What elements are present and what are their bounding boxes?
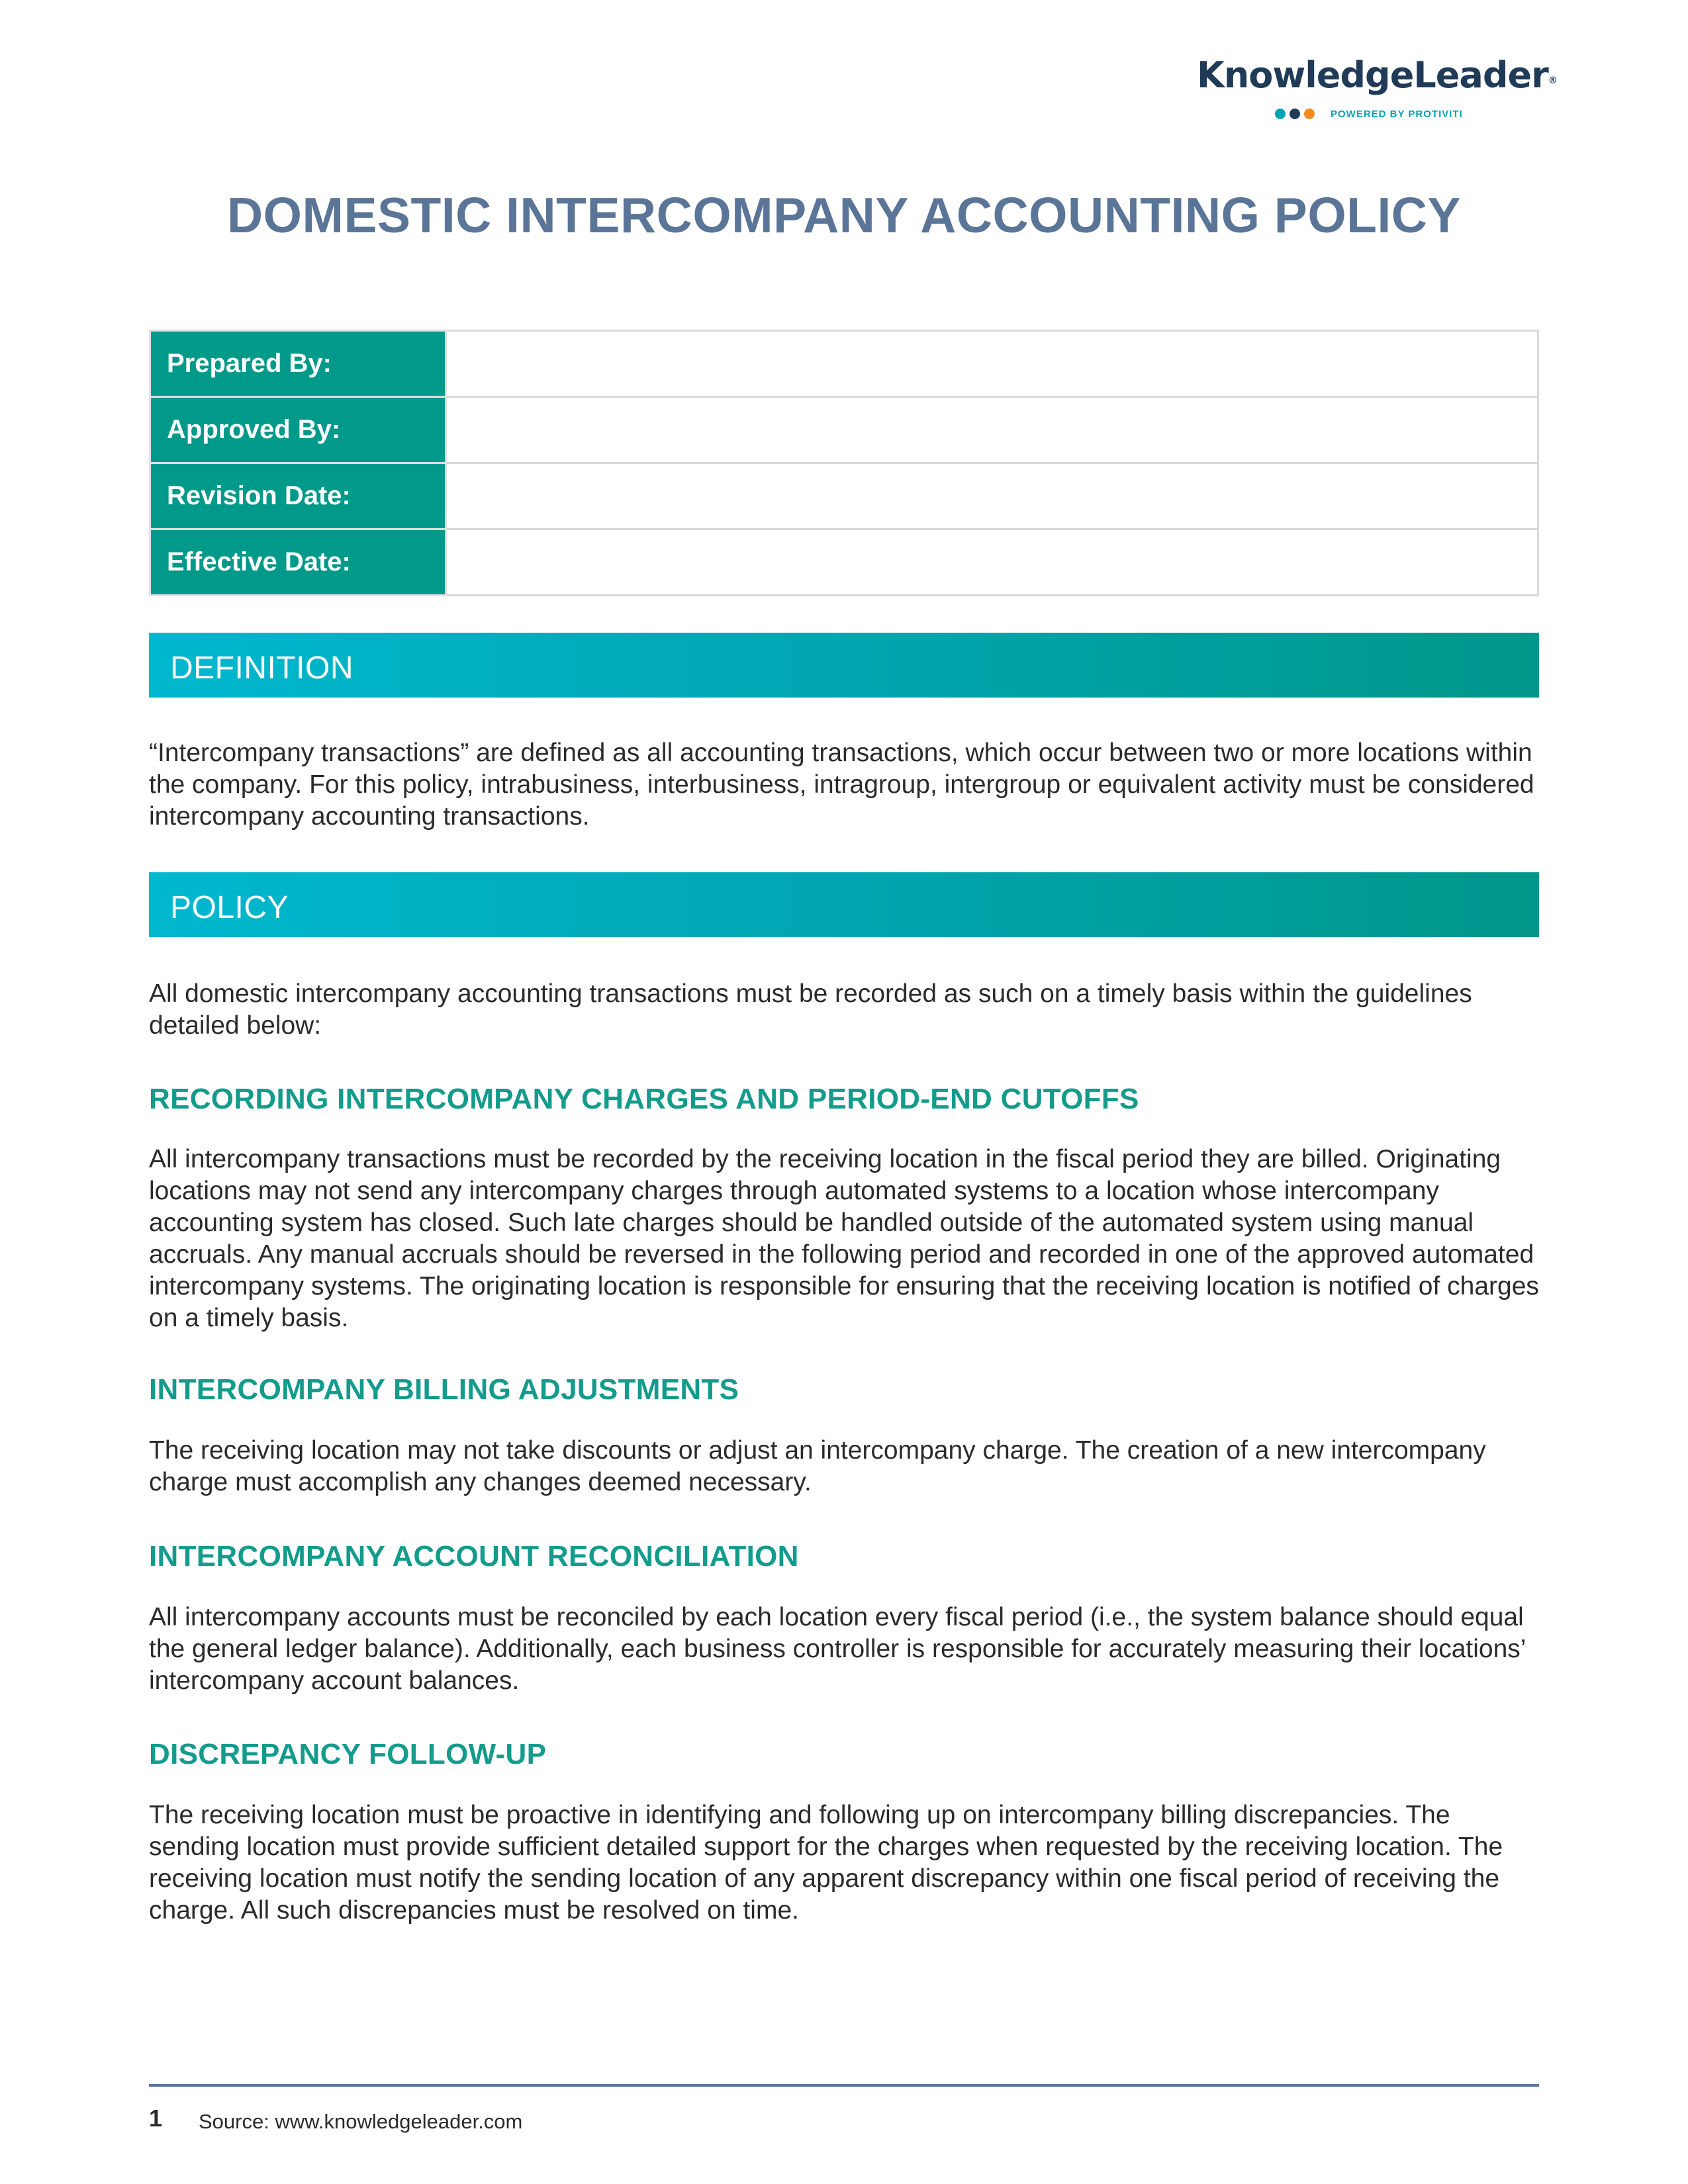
policy-heading: POLICY — [170, 890, 289, 925]
logo-dot-teal-icon — [1275, 109, 1286, 119]
logo-dot-navy-icon — [1289, 109, 1300, 119]
approved-by-field[interactable] — [446, 397, 1538, 463]
definition-paragraph: “Intercompany transactions” are defined as all accounting transactions, which occur between two or more locations within the company. For this policy, intrabusiness, interbusiness, intragroup, intergroup or equivalent activity must be considered intercompany accounting transactions. — [149, 739, 1534, 831]
info-label: Approved By: — [150, 397, 446, 463]
logo-tagline: POWERED BY PROTIVITI — [1331, 108, 1463, 120]
info-row-prepared-by — [150, 331, 1538, 397]
info-label: Revision Date: — [150, 463, 446, 529]
document-title: DOMESTIC INTERCOMPANY ACCOUNTING POLICY — [227, 187, 1461, 243]
logo-dot-orange-icon — [1304, 109, 1315, 119]
definition-section-bar — [149, 633, 1539, 698]
info-label: Effective Date: — [150, 529, 446, 596]
policy-section-bar — [149, 872, 1539, 937]
footer-divider — [149, 2084, 1539, 2087]
info-row-revision-date — [150, 463, 1538, 529]
logo-tagline-row — [1275, 106, 1463, 122]
discrepancy-followup-paragraph: The receiving location must be proactive in identifying and following up on intercompany billing discrepancies. The sending location must provide sufficient detailed support for the charges when requested by the receiving location. The receiving location must notify the sending location of any apparent discrepancy within one fiscal period of receiving the charge. All such discrepancies must be resolved on time. — [149, 1801, 1503, 1925]
policy-intro-paragraph: All domestic intercompany accounting transactions must be recorded as such on a timely basis within the guidelines detailed below: — [149, 979, 1472, 1040]
revision-date-field[interactable] — [446, 463, 1538, 529]
document-info-table — [149, 330, 1539, 596]
billing-adjustments-paragraph: The receiving location may not take discounts or adjust an intercompany charge. The creation of a new intercompany charge must accomplish any changes deemed necessary. — [149, 1436, 1486, 1496]
info-row-approved-by — [150, 397, 1538, 463]
account-reconciliation-paragraph: All intercompany accounts must be reconciled by each location every fiscal period (i.e., the system balance should equal the general ledger balance). Additionally, each business controller is responsible for accurately measuring their locations’ intercompany account balances. — [149, 1603, 1525, 1695]
discrepancy-followup-heading: DISCREPANCY FOLLOW-UP — [149, 1738, 547, 1770]
page-number: 1 — [149, 2105, 163, 2132]
prepared-by-field[interactable] — [446, 331, 1538, 397]
effective-date-field[interactable] — [446, 529, 1538, 596]
knowledgeleader-logo — [1197, 54, 1557, 120]
logo-wordmark: KnowledgeLeader — [1197, 54, 1548, 96]
account-reconciliation-heading: INTERCOMPANY ACCOUNT RECONCILIATION — [149, 1540, 799, 1572]
footer-source: Source: www.knowledgeleader.com — [199, 2110, 523, 2133]
info-row-effective-date — [150, 529, 1538, 596]
recording-charges-heading: RECORDING INTERCOMPANY CHARGES AND PERIOD-END CUTOFFS — [149, 1083, 1139, 1115]
logo-registered-mark: ® — [1548, 75, 1557, 86]
info-label: Prepared By: — [150, 331, 446, 397]
recording-charges-paragraph: All intercompany transactions must be recorded by the receiving location in the fiscal period they are billed. Originating locations may not send any intercompany charges through automated systems to a location whose intercompany accounting system has closed. Such late charges should be handled outside of the automated system using manual accruals. Any manual accruals should be reversed in the following period and recorded in one of the approved automated intercompany systems. The originating location is responsible for ensuring that the receiving location is notified of charges on a timely basis. — [149, 1145, 1539, 1332]
billing-adjustments-heading: INTERCOMPANY BILLING ADJUSTMENTS — [149, 1373, 739, 1406]
definition-heading: DEFINITION — [170, 651, 353, 686]
